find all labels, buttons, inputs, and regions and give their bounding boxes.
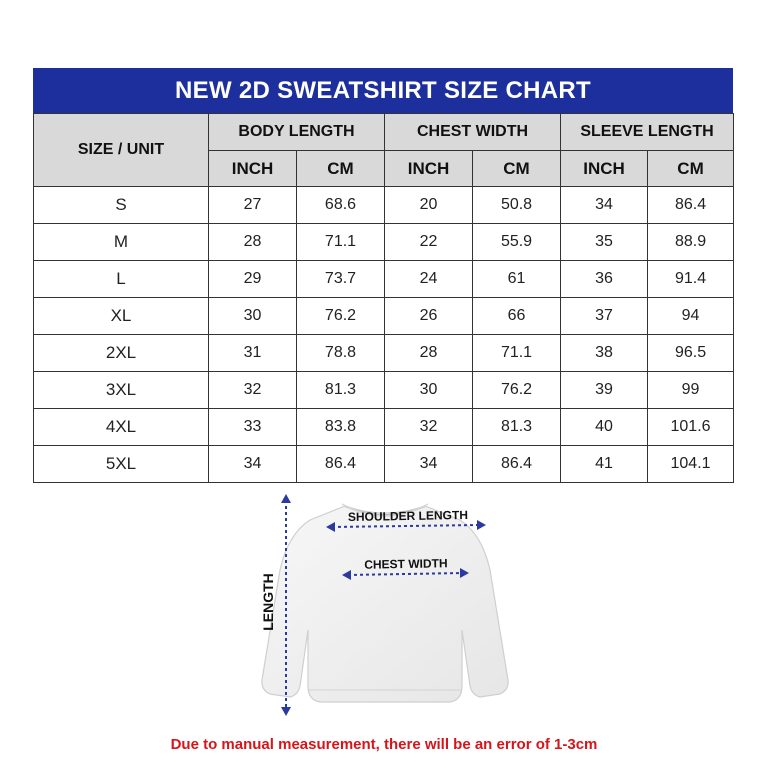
value-cell: 28 [209, 224, 297, 261]
size-table [33, 113, 734, 483]
size-cell: XL [34, 298, 209, 335]
measurement-diagram [250, 490, 520, 720]
value-cell: 27 [209, 187, 297, 224]
table-row [34, 298, 734, 335]
chest-width-header: CHEST WIDTH [385, 114, 561, 151]
size-cell: 3XL [34, 372, 209, 409]
value-cell: 76.2 [473, 372, 561, 409]
value-cell: 81.3 [297, 372, 385, 409]
value-cell: 22 [385, 224, 473, 261]
size-cell: 5XL [34, 446, 209, 483]
size-cell: 2XL [34, 335, 209, 372]
value-cell: 38 [561, 335, 648, 372]
value-cell: 94 [648, 298, 734, 335]
value-cell: 33 [209, 409, 297, 446]
value-cell: 50.8 [473, 187, 561, 224]
sleeve-length-header: SLEEVE LENGTH [561, 114, 734, 151]
value-cell: 34 [561, 187, 648, 224]
value-cell: 96.5 [648, 335, 734, 372]
value-cell: 86.4 [297, 446, 385, 483]
unit-header: INCH [561, 151, 648, 187]
value-cell: 81.3 [473, 409, 561, 446]
value-cell: 88.9 [648, 224, 734, 261]
size-cell: M [34, 224, 209, 261]
size-unit-header: SIZE / UNIT [34, 114, 209, 187]
value-cell: 35 [561, 224, 648, 261]
value-cell: 61 [473, 261, 561, 298]
value-cell: 36 [561, 261, 648, 298]
value-cell: 68.6 [297, 187, 385, 224]
value-cell: 101.6 [648, 409, 734, 446]
value-cell: 31 [209, 335, 297, 372]
unit-header: INCH [209, 151, 297, 187]
value-cell: 41 [561, 446, 648, 483]
body-length-header: BODY LENGTH [209, 114, 385, 151]
measurement-note: Due to manual measurement, there will be an error of 1-3cm [170, 736, 598, 753]
value-cell: 86.4 [473, 446, 561, 483]
chest-label: CHEST WIDTH [364, 556, 448, 572]
value-cell: 40 [561, 409, 648, 446]
unit-header: CM [648, 151, 734, 187]
value-cell: 91.4 [648, 261, 734, 298]
value-cell: 26 [385, 298, 473, 335]
unit-header: CM [297, 151, 385, 187]
value-cell: 32 [209, 372, 297, 409]
value-cell: 71.1 [473, 335, 561, 372]
shoulder-label: SHOULDER LENGTH [347, 507, 469, 525]
value-cell: 30 [385, 372, 473, 409]
table-row [34, 409, 734, 446]
value-cell: 20 [385, 187, 473, 224]
size-cell: S [34, 187, 209, 224]
value-cell: 78.8 [297, 335, 385, 372]
value-cell: 32 [385, 409, 473, 446]
value-cell: 39 [561, 372, 648, 409]
value-cell: 73.7 [297, 261, 385, 298]
unit-header: CM [473, 151, 561, 187]
value-cell: 34 [209, 446, 297, 483]
length-label: LENGTH [260, 573, 276, 631]
unit-header: INCH [385, 151, 473, 187]
value-cell: 30 [209, 298, 297, 335]
value-cell: 83.8 [297, 409, 385, 446]
table-row [34, 372, 734, 409]
table-row [34, 335, 734, 372]
value-cell: 24 [385, 261, 473, 298]
size-cell: 4XL [34, 409, 209, 446]
table-row [34, 187, 734, 224]
sweatshirt-icon [262, 504, 508, 702]
value-cell: 71.1 [297, 224, 385, 261]
value-cell: 76.2 [297, 298, 385, 335]
size-chart [33, 68, 733, 483]
chart-title: NEW 2D SWEATSHIRT SIZE CHART [33, 68, 733, 113]
value-cell: 29 [209, 261, 297, 298]
table-row [34, 446, 734, 483]
value-cell: 104.1 [648, 446, 734, 483]
value-cell: 37 [561, 298, 648, 335]
table-row [34, 261, 734, 298]
value-cell: 34 [385, 446, 473, 483]
value-cell: 66 [473, 298, 561, 335]
value-cell: 86.4 [648, 187, 734, 224]
table-row [34, 224, 734, 261]
size-cell: L [34, 261, 209, 298]
value-cell: 55.9 [473, 224, 561, 261]
sweatshirt-diagram [250, 490, 520, 720]
value-cell: 99 [648, 372, 734, 409]
value-cell: 28 [385, 335, 473, 372]
